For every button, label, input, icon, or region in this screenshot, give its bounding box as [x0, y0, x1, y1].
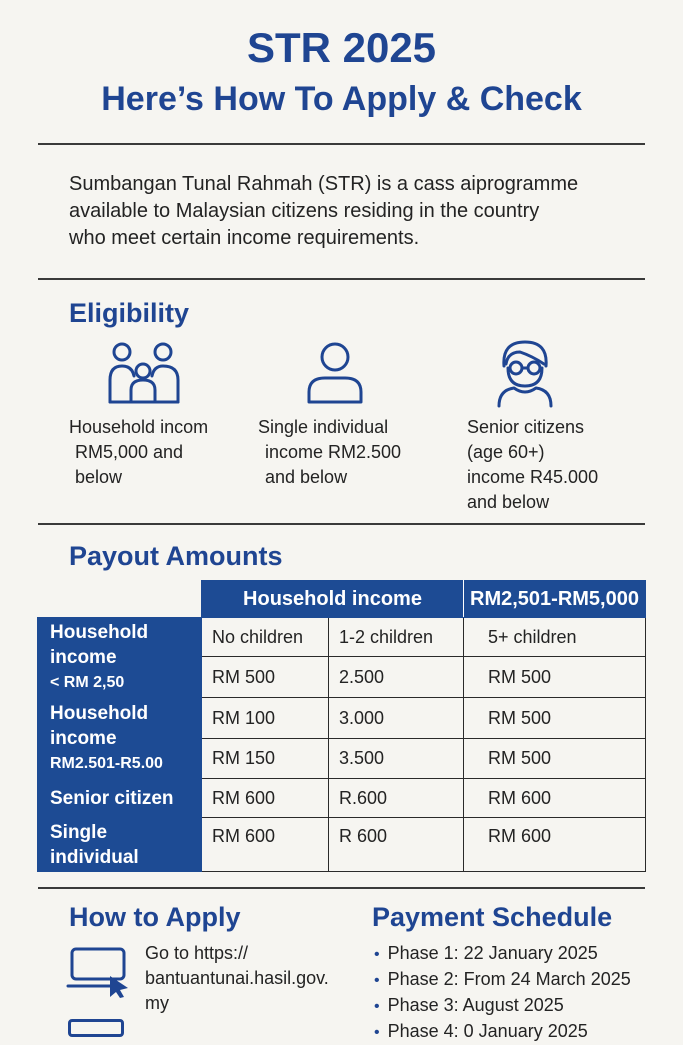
table-cell: RM 100	[202, 698, 329, 739]
person-icon	[305, 340, 365, 406]
table-row	[38, 698, 646, 739]
table-cell: RM 500	[202, 657, 329, 698]
table-cell: R.600	[329, 779, 464, 818]
intro-line: who meet certain income requirements.	[69, 227, 420, 249]
payment-schedule-heading: Payment Schedule	[372, 902, 613, 932]
row-label-line: Single	[50, 821, 108, 843]
bullet: •	[374, 1024, 380, 1041]
table-cell: RM 600	[202, 818, 329, 872]
schedule-item-text: Phase 1: 22 January 2025	[387, 943, 598, 963]
eligibility-line: Single individual	[258, 417, 389, 437]
bullet: •	[374, 946, 380, 963]
row-label-line: Household	[50, 622, 149, 643]
senior-citizen-icon	[496, 338, 554, 408]
table-cell: 2.500	[329, 657, 464, 698]
table-cell: 3.500	[329, 739, 464, 779]
eligibility-line: RM5,000 and	[75, 442, 184, 462]
apply-step-line: Go to https://	[145, 943, 249, 963]
table-cell: RM 500	[464, 739, 646, 779]
page-title: STR 2025	[246, 24, 437, 71]
apply-step-line: my	[145, 993, 169, 1013]
eligibility-line: Household incom	[69, 417, 209, 437]
row-label-senior-citizen	[38, 779, 202, 818]
table-header-household-income: Household income	[202, 581, 464, 618]
payout-table	[37, 580, 646, 872]
row-label-line: RM2.501-R5.00	[50, 754, 163, 772]
schedule-item-text: Phase 2: From 24 March 2025	[387, 969, 631, 989]
table-row	[38, 779, 646, 818]
intro-line: available to Malaysian citizens residing in the country	[69, 200, 540, 222]
intro-paragraph	[69, 171, 669, 252]
row-label-line: Senior citizen	[50, 787, 174, 809]
eligibility-line: (age 60+)	[467, 442, 545, 462]
eligibility-senior	[467, 415, 598, 515]
page-subtitle: Here’s How To Apply & Check	[101, 80, 582, 118]
table-row	[38, 818, 646, 872]
eligibility-household	[69, 415, 208, 490]
eligibility-heading: Eligibility	[69, 298, 190, 328]
table-cell: RM 600	[464, 779, 646, 818]
row-label-household-low	[38, 618, 202, 698]
row-label-line: Household	[50, 702, 149, 724]
how-to-apply-heading: How to Apply	[69, 902, 241, 932]
apply-step-1	[145, 941, 365, 1016]
table-cell: RM 600	[202, 779, 329, 818]
list-item	[372, 993, 672, 1019]
row-label-household-mid	[38, 698, 202, 779]
row-label-line: < RM 2,50	[50, 674, 125, 691]
column-label-5-plus-children: 5+ children	[464, 618, 646, 657]
table-header-income-range: RM2,501-RM5,000	[464, 581, 646, 618]
list-item	[372, 941, 672, 967]
bullet: •	[374, 972, 380, 989]
divider	[38, 143, 645, 145]
column-label-1-2-children: 1-2 children	[329, 618, 464, 657]
divider	[38, 278, 645, 280]
row-label-line: individual	[50, 846, 139, 868]
apply-step-line: bantuantunai.hasil.gov.	[145, 968, 329, 988]
bullet: •	[374, 998, 380, 1015]
list-item	[372, 1019, 672, 1045]
table-header-row	[38, 581, 646, 618]
schedule-item-text: Phase 3: August 2025	[387, 995, 564, 1015]
eligibility-line: income R45.000	[467, 467, 599, 487]
next-step-icon	[68, 1019, 124, 1037]
laptop-cursor-icon	[66, 946, 134, 998]
column-label-no-children: No children	[202, 618, 329, 657]
row-label-line: income	[50, 727, 117, 749]
table-cell: 3.000	[329, 698, 464, 739]
eligibility-line: and below	[467, 492, 550, 512]
table-row	[38, 618, 646, 657]
table-cell: RM 500	[464, 657, 646, 698]
eligibility-line: Senior citizens	[467, 417, 585, 437]
payout-heading: Payout Amounts	[69, 541, 283, 571]
table-cell: RM 600	[464, 818, 646, 872]
table-cell: RM 150	[202, 739, 329, 779]
row-label-line: income	[50, 647, 117, 668]
table-cell: RM 500	[464, 698, 646, 739]
divider	[38, 887, 645, 889]
table-corner	[38, 581, 202, 618]
schedule-item-text: Phase 4: 0 January 2025	[387, 1021, 588, 1041]
eligibility-line: and below	[265, 467, 348, 487]
eligibility-line: income RM2.500	[265, 442, 402, 462]
list-item	[372, 967, 672, 993]
row-label-single-individual	[38, 818, 202, 872]
table-cell: R 600	[329, 818, 464, 872]
payment-schedule-list	[372, 941, 672, 1045]
divider	[38, 523, 645, 525]
family-icon	[106, 340, 182, 406]
eligibility-line: below	[75, 467, 123, 487]
eligibility-single	[258, 415, 401, 490]
intro-line: Sumbangan Tunal Rahmah (STR) is a cass aiprogramme	[69, 173, 579, 195]
